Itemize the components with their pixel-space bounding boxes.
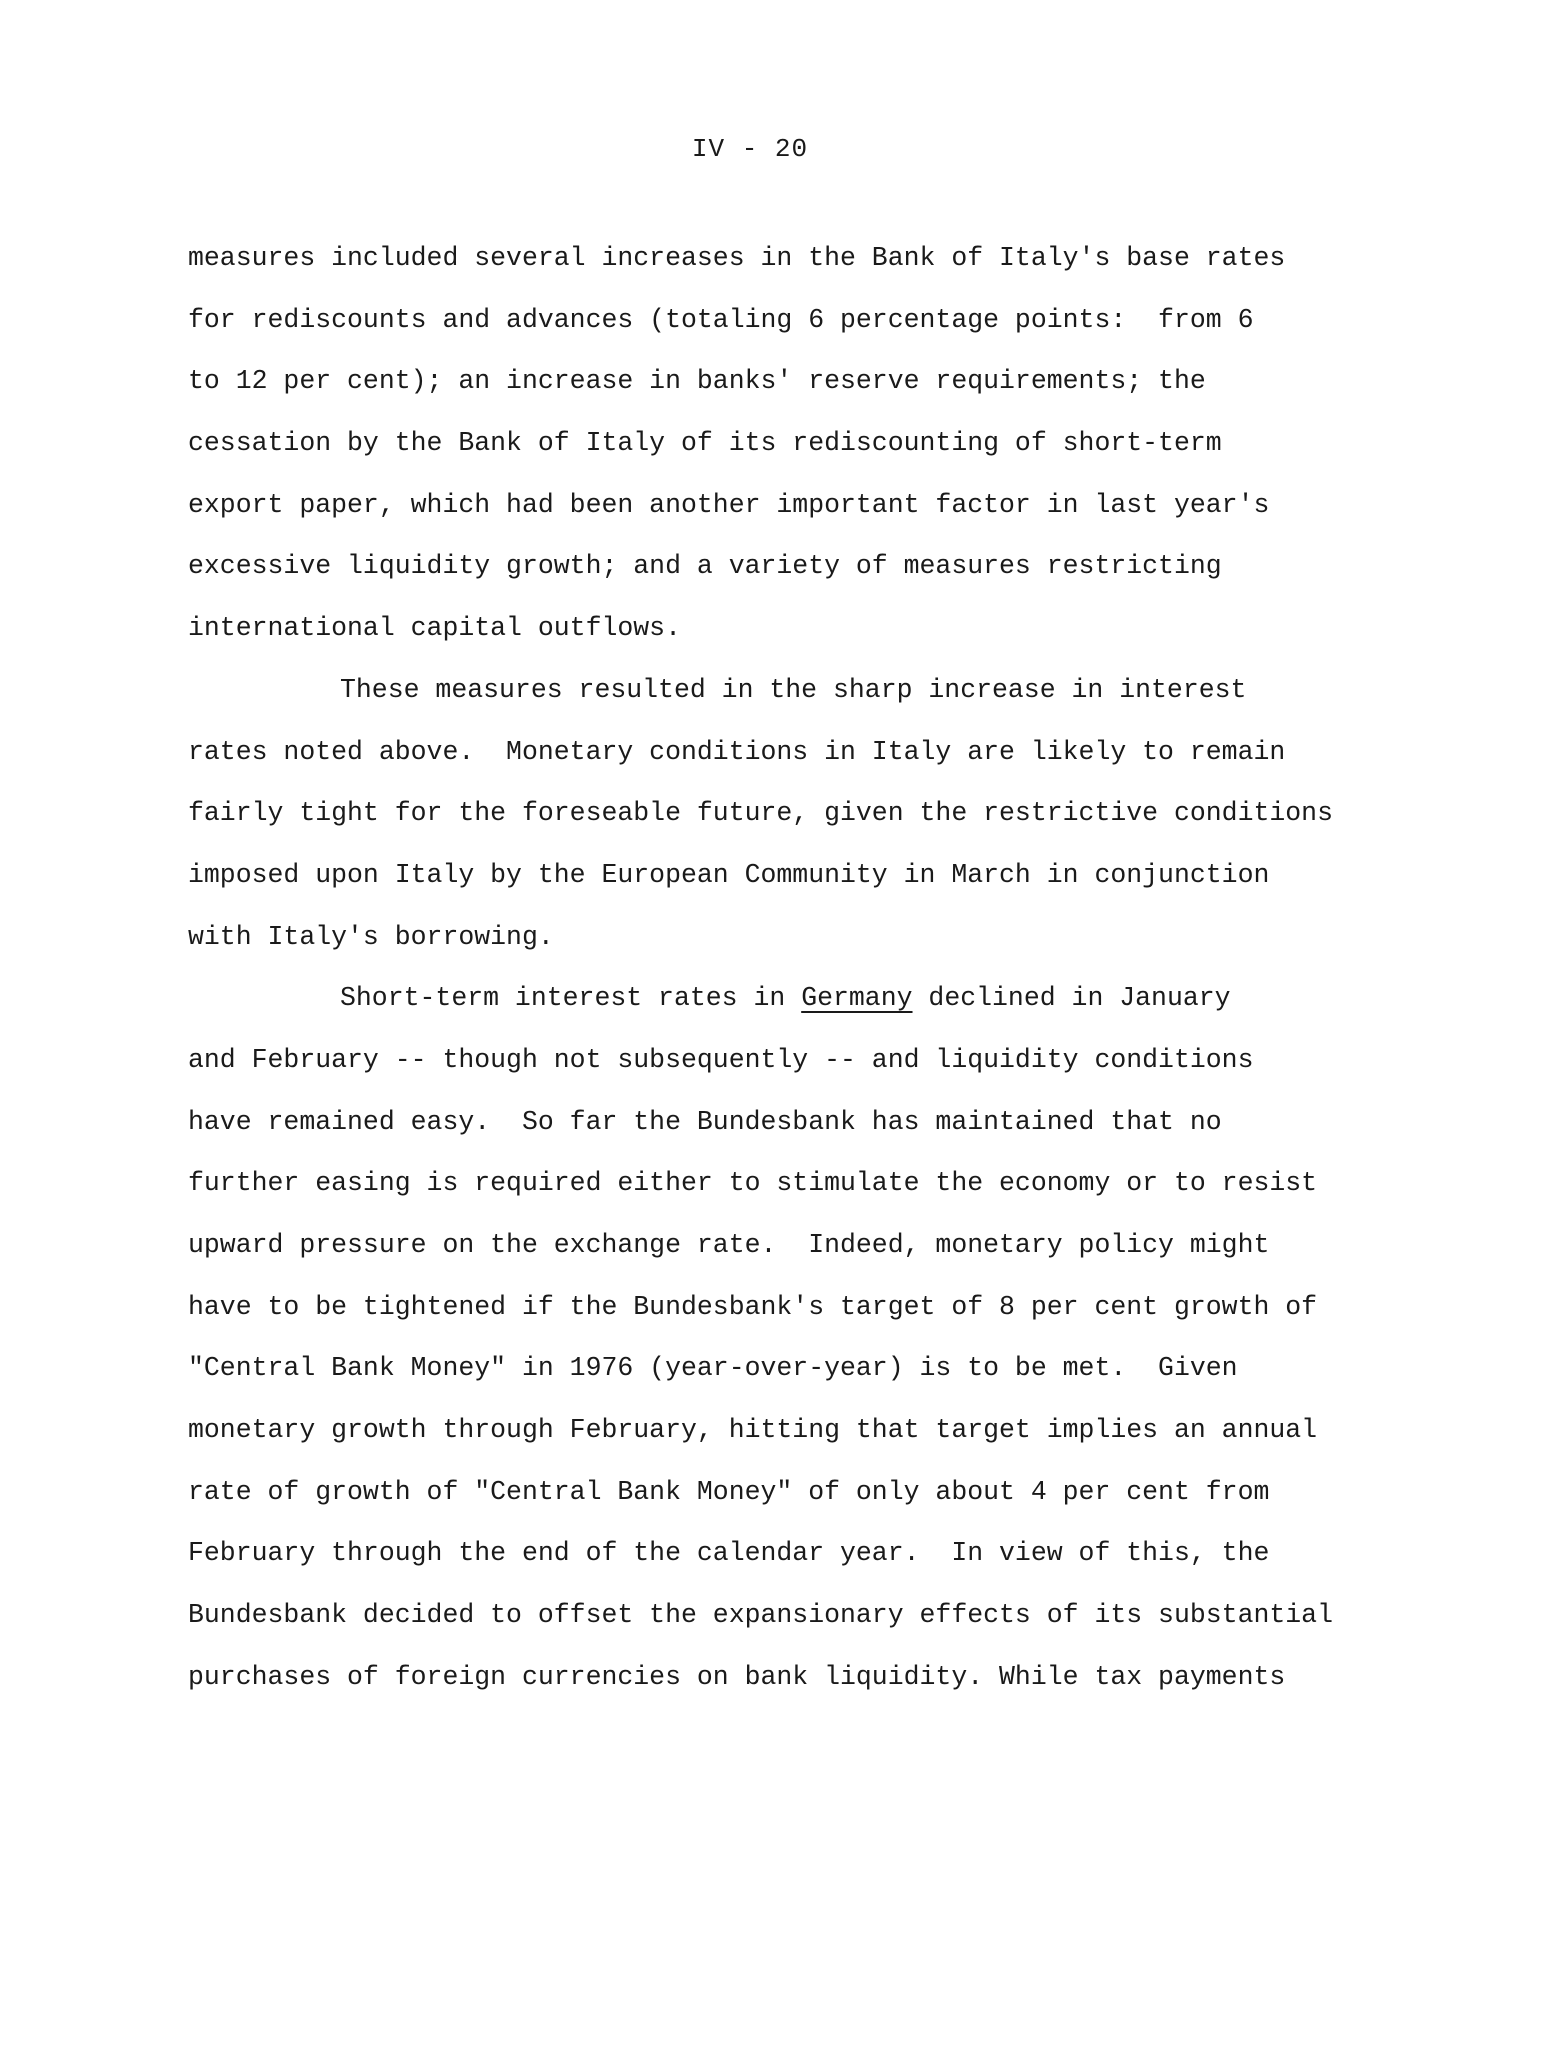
text-line: further easing is required either to stimulate the economy or to resist — [188, 1168, 1318, 1199]
text-segment: Short-term interest rates in — [340, 983, 802, 1014]
page-number: IV - 20 — [691, 134, 809, 164]
text-line: and February -- though not subsequently -- and liquidity conditions — [188, 1044, 1254, 1075]
text-line: monetary growth through February, hitting that target implies an annual — [188, 1415, 1318, 1446]
text-line: fairly tight for the foreseable future, given the restrictive conditions — [188, 798, 1333, 829]
text-line: measures included several increases in the Bank of Italy's base rates — [188, 243, 1286, 273]
text-line: February through the end of the calendar year. In view of this, the — [188, 1538, 1270, 1569]
text-line: rate of growth of "Central Bank Money" of only about 4 per cent from — [188, 1476, 1270, 1507]
text-segment: declined in January — [912, 983, 1231, 1014]
paragraph-italy-conditions — [188, 660, 1368, 968]
text-line: excessive liquidity growth; and a variety of measures restricting — [188, 551, 1222, 582]
text-line: export paper, which had been another important factor in last year's — [188, 489, 1270, 520]
text-line: for rediscounts and advances (totaling 6 percentage points: from 6 — [188, 304, 1254, 335]
paragraph-germany — [188, 968, 1368, 1708]
text-line: international capital outflows. — [188, 613, 681, 644]
text-line: Bundesbank decided to offset the expansionary effects of its substantial — [188, 1600, 1333, 1631]
text-line — [188, 968, 1368, 1030]
country-heading-germany: Germany — [801, 983, 913, 1014]
text-line: upward pressure on the exchange rate. Indeed, monetary policy might — [188, 1230, 1270, 1260]
text-line: rates noted above. Monetary conditions in Italy are likely to remain — [188, 736, 1286, 767]
body-text — [188, 228, 1368, 1709]
text-line: These measures resulted in the sharp increase in interest — [340, 674, 1247, 705]
text-line: with Italy's borrowing. — [188, 921, 554, 952]
text-line: have to be tightened if the Bundesbank's target of 8 per cent growth of — [188, 1291, 1318, 1322]
paragraph-italy-measures — [188, 228, 1368, 660]
text-line: have remained easy. So far the Bundesbank has maintained that no — [188, 1106, 1222, 1137]
text-line: to 12 per cent); an increase in banks' reserve requirements; the — [188, 366, 1206, 397]
text-line: cessation by the Bank of Italy of its rediscounting of short-term — [188, 428, 1222, 459]
text-line: imposed upon Italy by the European Community in March in conjunction — [188, 859, 1270, 890]
text-line: purchases of foreign currencies on bank liquidity. While tax payments — [188, 1661, 1286, 1692]
text-line: "Central Bank Money" in 1976 (year-over-year) is to be met. Given — [188, 1353, 1238, 1384]
